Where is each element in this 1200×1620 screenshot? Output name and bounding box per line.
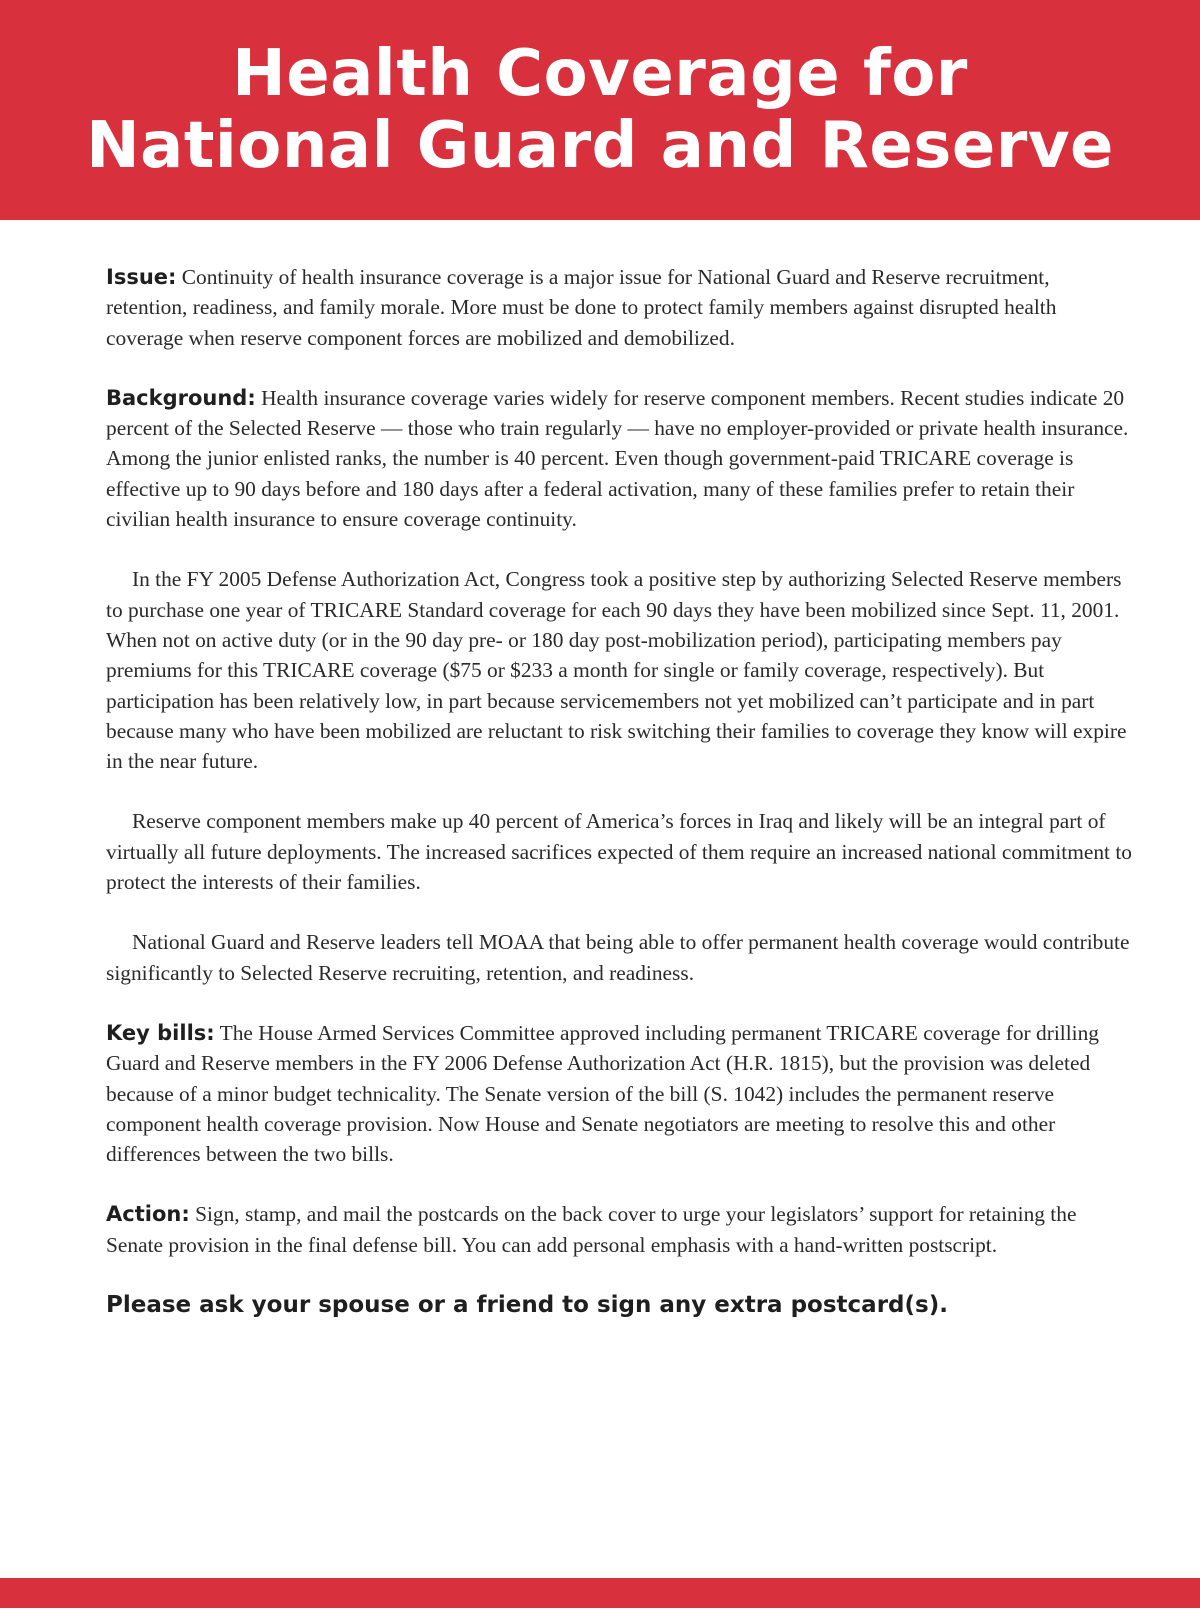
body-paragraph: National Guard and Reserve leaders tell MOAA that being able to offer permanent health coverage would contribute significantly to Selected Reserve recruiting, retention, and readiness. — [106, 930, 1130, 985]
background-label: Background: — [106, 385, 256, 410]
issue-paragraph — [106, 262, 1136, 353]
key-bills-paragraph — [106, 1018, 1136, 1169]
background-paragraph — [106, 383, 1136, 534]
background-text: Health insurance coverage varies widely for reserve component members. Recent studies indicate 20 percent of the Selected Reserve — those who train regularly — have no employer-provided or private health insurance. Among the junior enlisted ranks, the number is 40 percent. Even though government-paid TRICARE coverage is effective up to 90 days before and 180 days after a federal activation, many of these families prefer to retain their civilian health insurance to ensure coverage continuity. — [106, 385, 1129, 532]
title-line-2: National Guard and Reserve — [86, 109, 1114, 183]
issue-text: Continuity of health insurance coverage is a major issue for National Guard and Reserve recruitment, retention, readiness, and family morale. More must be done to protect family members against disrupted health coverage when reserve component forces are mobilized and demobilized. — [106, 265, 1057, 350]
page-title — [86, 38, 1114, 182]
header-band — [0, 0, 1200, 220]
issue-label: Issue: — [106, 265, 177, 289]
article-body — [106, 262, 1136, 1320]
action-label: Action: — [106, 1202, 190, 1227]
key-bills-text: The House Armed Services Committee approved including permanent TRICARE coverage for drilling Guard and Reserve members in the FY 2006 Defense Authorization Act (H.R. 1815), but the provision was deleted because of a minor budget technicality. The Senate version of the bill (S. 1042) includes the permanent reserve component health coverage provision. Now House and Senate negotiators are meeting to resolve this and other differences between the two bills. — [106, 1020, 1100, 1167]
title-line-1: Health Coverage for — [232, 37, 968, 111]
action-paragraph — [106, 1199, 1136, 1260]
callout-text: Please ask your spouse or a friend to sign any extra postcard(s). — [106, 1292, 948, 1319]
action-text: Sign, stamp, and mail the postcards on the back cover to urge your legislators’ support for retaining the Senate provision in the final defense bill. You can add personal emphasis with a hand-written postscript. — [106, 1202, 1077, 1257]
key-bills-label: Key bills: — [106, 1020, 215, 1045]
footer-band — [0, 1578, 1200, 1608]
body-paragraph: Reserve component members make up 40 percent of America’s forces in Iraq and likely will be an integral part of virtually all future deployments. The increased sacrifices expected of them require an increased national commitment to protect the interests of their families. — [106, 809, 1132, 895]
body-paragraph: In the FY 2005 Defense Authorization Act, Congress took a positive step by authorizing Selected Reserve members to purchase one year of TRICARE Standard coverage for each 90 days they have been mobilized since Sept. 11, 2001. When not on active duty (or in the 90 day pre- or 180 day post-mobilization period), participating members pay premiums for this TRICARE coverage ($75 or $233 a month for single or family coverage, respectively). But participation has been relatively low, in part because servicemembers not yet mobilized can’t participate and in part because many who have been mobilized are reluctant to risk switching their families to coverage they know will expire in the near future. — [106, 567, 1127, 774]
